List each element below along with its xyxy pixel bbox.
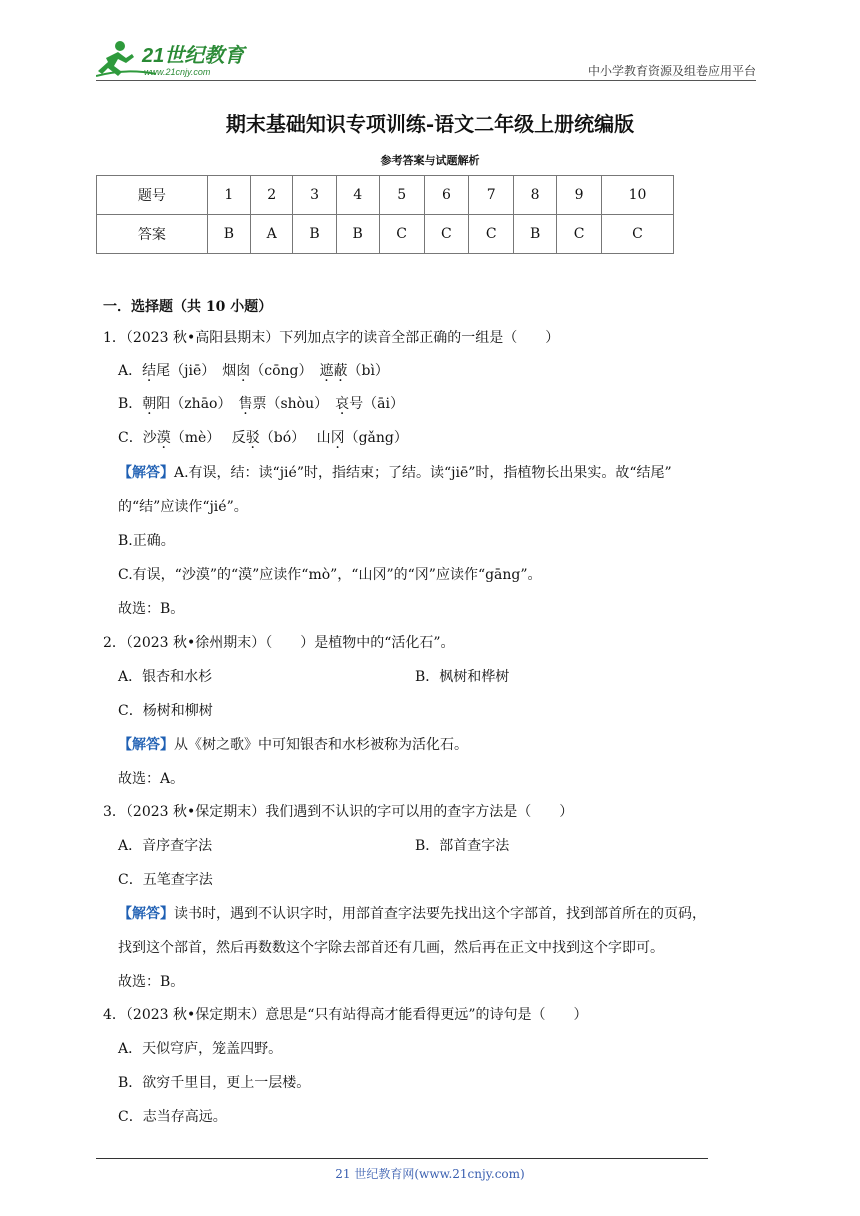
- footer-divider: [96, 1158, 708, 1159]
- question-1-stem: 1．（2023 秋•高阳县期末）下列加点字的读音全部正确的一组是（ ）: [103, 330, 560, 346]
- section-heading: 一．选择题（共 10 小题）: [103, 299, 273, 315]
- question-1-explanation: [118, 463, 672, 483]
- table-cell: 2: [250, 176, 293, 215]
- question-4-option-a: A．天似穹庐，笼盖四野。: [118, 1041, 283, 1057]
- question-2-explanation: [118, 735, 468, 755]
- answer-table: [96, 175, 674, 254]
- option-text: （bó） 山: [259, 430, 331, 446]
- option-text: （gǎng）: [344, 430, 408, 446]
- explanation-text: 从《树之歌》中可知银杏和水杉被称为活化石。: [174, 737, 468, 753]
- table-cell: C: [469, 215, 514, 254]
- question-2-option-a: A．银杏和水杉: [118, 669, 213, 685]
- table-cell: C: [424, 215, 469, 254]
- table-cell: 1: [207, 176, 250, 215]
- dotted-char: 朝: [142, 396, 157, 412]
- table-cell: C: [601, 215, 673, 254]
- table-cell: C: [379, 215, 424, 254]
- option-text: 烟: [222, 363, 237, 379]
- question-1-option-c: [118, 428, 408, 448]
- question-1-conclusion: 故选：B。: [118, 601, 185, 617]
- question-4-stem: 4．（2023 秋•保定期末）意思是“只有站得高才能看得更远”的诗句是（ ）: [103, 1007, 588, 1023]
- table-cell: 8: [514, 176, 557, 215]
- option-text: 阳（zhāo）: [156, 396, 239, 412]
- table-cell: B: [207, 215, 250, 254]
- table-cell: 9: [557, 176, 602, 215]
- explanation-line: 的“结”应读作“jié”。: [118, 499, 248, 515]
- option-text: B．: [118, 396, 143, 412]
- platform-name: 中小学教育资源及组卷应用平台: [587, 64, 756, 78]
- question-3-option-b: B．部首查字法: [415, 838, 510, 854]
- question-2-conclusion: 故选：A。: [118, 771, 185, 787]
- dotted-char: 蔽: [333, 363, 348, 379]
- dotted-char: 售: [238, 396, 253, 412]
- page-title: 期末基础知识专项训练-语文二年级上册统编版: [225, 112, 635, 136]
- question-4-option-c: C．志当存高远。: [118, 1109, 227, 1125]
- question-3-option-a: A．音序查字法: [118, 838, 213, 854]
- question-2-stem: 2．（2023 秋•徐州期末）（ ）是植物中的“活化石”。: [103, 635, 455, 651]
- question-3-stem: 3．（2023 秋•保定期末）我们遇到不认识的字可以用的查字方法是（ ）: [103, 804, 574, 820]
- option-text: （mè） 反: [170, 430, 246, 446]
- option-text: C．沙: [118, 430, 157, 446]
- table-cell: B: [293, 215, 336, 254]
- logo-title: 21世纪教育: [142, 45, 245, 67]
- table-cell: B: [336, 215, 379, 254]
- table-cell: 3: [293, 176, 336, 215]
- question-1-option-a: [118, 361, 389, 381]
- table-row: [97, 215, 674, 254]
- question-3-conclusion: 故选：B。: [118, 974, 185, 990]
- table-header-cell: 题号: [97, 176, 208, 215]
- dotted-char: 囱: [236, 363, 251, 379]
- table-header-cell: 答案: [97, 215, 208, 254]
- page-subtitle: 参考答案与试题解析: [380, 154, 480, 167]
- explanation-text: A.有误，结：读“jié”时，指结束；了结。读“jiē”时，指植物长出果实。故“结尾”: [174, 465, 672, 481]
- answer-tag: 【解答】: [118, 737, 174, 753]
- dotted-char: 漠: [156, 430, 171, 446]
- dotted-char: 驳: [245, 430, 260, 446]
- question-4-option-b: B．欲穷千里目，更上一层楼。: [118, 1075, 311, 1091]
- question-1-option-b: [118, 394, 404, 414]
- dotted-char: 遮: [319, 363, 334, 379]
- question-2-option-c: C．杨树和柳树: [118, 703, 213, 719]
- table-cell: C: [557, 215, 602, 254]
- table-cell: 10: [601, 176, 673, 215]
- explanation-line: 找到这个部首，然后再数数这个字除去部首还有几画，然后再在正文中找到这个字即可。: [118, 940, 664, 956]
- dotted-char: 结: [142, 363, 157, 379]
- option-text: （cōng）: [250, 363, 320, 379]
- option-text: 号（āi）: [349, 396, 404, 412]
- table-cell: 4: [336, 176, 379, 215]
- answer-tag: 【解答】: [118, 906, 174, 922]
- table-row: [97, 176, 674, 215]
- dotted-char: 哀: [335, 396, 350, 412]
- header-divider: [96, 80, 756, 81]
- question-2-option-b: B．枫树和桦树: [415, 669, 510, 685]
- table-cell: 6: [424, 176, 469, 215]
- explanation-line: B.正确。: [118, 533, 175, 549]
- option-text: 票（shòu）: [252, 396, 336, 412]
- explanation-text: 读书时，遇到不认识字时，用部首查字法要先找出这个字部首，找到部首所在的页码，: [174, 906, 706, 922]
- option-text: A．: [118, 363, 143, 379]
- question-3-explanation: [118, 904, 706, 924]
- dotted-char: 冈: [330, 430, 345, 446]
- answer-tag: 【解答】: [118, 465, 174, 481]
- footer-text: 21 世纪教育网(www.21cnjy.com): [335, 1167, 525, 1181]
- table-cell: B: [514, 215, 557, 254]
- logo-url: www.21cnjy.com: [144, 67, 211, 77]
- question-3-option-c: C．五笔查字法: [118, 872, 213, 888]
- explanation-line: C.有误，“沙漠”的“漠”应读作“mò”，“山冈”的“冈”应读作“gāng”。: [118, 567, 542, 583]
- table-cell: 5: [379, 176, 424, 215]
- table-cell: 7: [469, 176, 514, 215]
- option-text: 尾（jiē）: [156, 363, 223, 379]
- option-text: （bì）: [347, 363, 389, 379]
- site-logo: [96, 38, 276, 80]
- table-cell: A: [250, 215, 293, 254]
